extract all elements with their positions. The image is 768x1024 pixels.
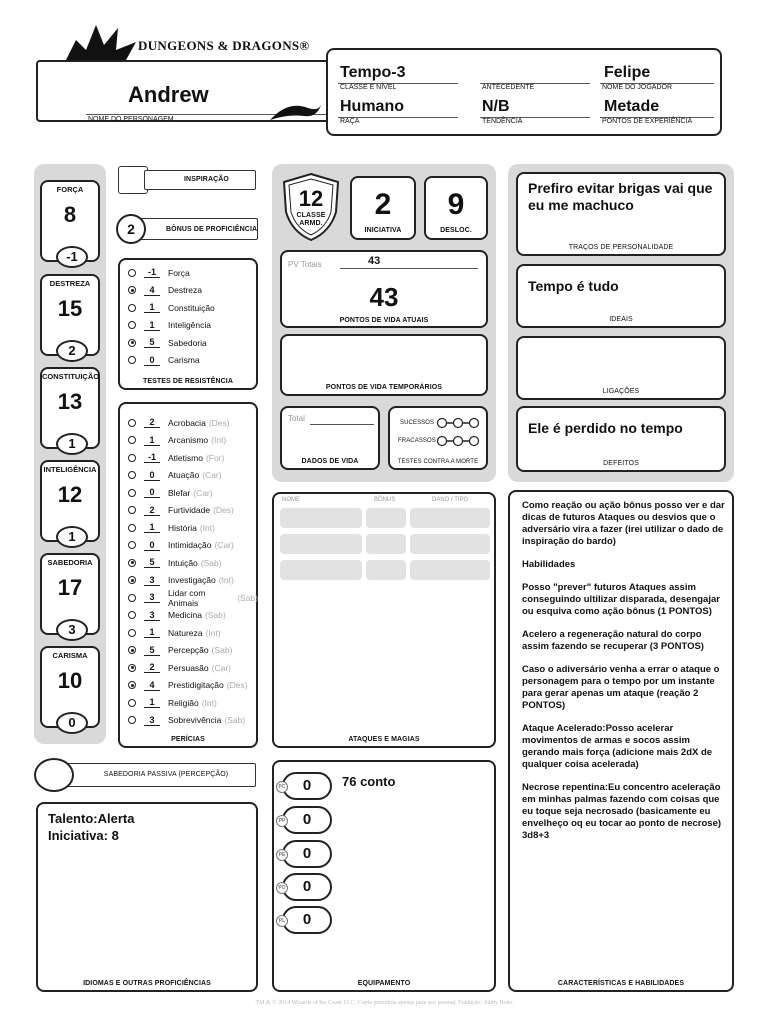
skills-list bbox=[128, 414, 258, 729]
coin-value: 0 bbox=[302, 777, 312, 794]
saving-throw-row[interactable]: -1 Força bbox=[128, 264, 254, 282]
passive-wisdom bbox=[34, 758, 258, 792]
ideals-text[interactable]: Tempo é tudo bbox=[528, 278, 619, 294]
feature-paragraph: Caso o adiversário venha a errar o ataque o personagem para o tempo por um instante para gerar apenas um ataque (reação 2 PONTOS) bbox=[522, 664, 720, 711]
death-success-label: SUCESSOS bbox=[400, 420, 435, 426]
experience-points-label: PONTOS DE EXPERIÊNCIA bbox=[602, 118, 693, 125]
race[interactable]: Humano bbox=[340, 98, 404, 115]
ability-constitution bbox=[40, 367, 100, 449]
skill-row[interactable]: 3 Investigação (Int) bbox=[128, 572, 258, 590]
ability-dexterity bbox=[40, 274, 100, 356]
passive-wisdom-label: SABEDORIA PASSIVA (PERCEPÇÃO) bbox=[103, 771, 229, 778]
ability-wisdom bbox=[40, 553, 100, 635]
feature-paragraph: Posso "prever" futuros Ataques assim conseguindo ultilizar disparada, desengajar ou esquiva como ação bônus (1 PONTOS) bbox=[522, 582, 720, 617]
hp-max-value[interactable]: 43 bbox=[368, 255, 381, 267]
flaws-text[interactable]: Ele é perdido no tempo bbox=[528, 420, 683, 436]
equipment-text[interactable]: 76 conto bbox=[342, 774, 396, 789]
skill-row[interactable]: 0 Blefar (Car) bbox=[128, 484, 258, 502]
proficiency-dot[interactable] bbox=[128, 356, 136, 364]
hp-current-label: PONTOS DE VIDA ATUAIS bbox=[339, 317, 429, 324]
alignment-label: TENDÊNCIA bbox=[482, 118, 523, 125]
ability-name: SABEDORIA bbox=[47, 558, 93, 567]
attack-damage-cell[interactable] bbox=[410, 560, 490, 580]
footer-copyright: TM & © 2014 Wizards of the Coast LLC. Cópia permitida apenas para uso pessoal. Tradução: Johny Bobo bbox=[255, 1000, 513, 1006]
features-title: CARACTERÍSTICAS E HABILIDADES bbox=[557, 980, 685, 987]
attack-name-cell[interactable] bbox=[280, 508, 362, 528]
ability-score[interactable]: 8 bbox=[63, 202, 77, 227]
attacks-box bbox=[272, 492, 496, 748]
coin-silver[interactable]: PP 0 bbox=[282, 806, 332, 834]
ability-name: DESTREZA bbox=[49, 279, 91, 288]
ability-name: CARISMA bbox=[52, 651, 88, 660]
proficiency-dot[interactable] bbox=[128, 286, 136, 294]
speed-label: DESLOC. bbox=[440, 227, 472, 234]
inspiration-label: INSPIRAÇÃO bbox=[184, 176, 229, 183]
proficiency-line[interactable]: Iniciativa: 8 bbox=[48, 828, 119, 843]
proficiency-bonus-label: BÔNUS DE PROFICIÊNCIA bbox=[166, 226, 258, 233]
ability-modifier: -1 bbox=[56, 246, 88, 268]
speed-box bbox=[424, 176, 488, 240]
features-content[interactable] bbox=[522, 500, 730, 853]
ability-modifier: 0 bbox=[56, 712, 88, 734]
feature-paragraph: Ataque Acelerado:Posso acelerar movimentos de armas e socos assim gerando mais força (adicione mais 2dX de qualquer coisa acelerada) bbox=[522, 723, 713, 770]
ability-score[interactable]: 12 bbox=[57, 482, 83, 507]
skill-row[interactable]: 1 Natureza (Int) bbox=[128, 624, 258, 642]
skill-row[interactable]: 1 Religião (Int) bbox=[128, 694, 258, 712]
ability-modifier: 1 bbox=[56, 433, 88, 455]
coin-value: 0 bbox=[302, 911, 312, 928]
brand-logo: DUNGEONS & DRAGONS® bbox=[138, 38, 310, 53]
saving-throws-box bbox=[118, 258, 258, 390]
equipment-title: EQUIPAMENTO bbox=[357, 980, 411, 987]
attacks-col-name: NOME bbox=[282, 497, 300, 503]
feature-paragraph: Como reação ou ação bônus posso ver e dar dicas de futuros Ataques ou desvios que o adversário vira a fazer (irei utilizar o dado de inspiração do bardo) bbox=[522, 500, 725, 547]
death-success-circles-icon[interactable] bbox=[436, 417, 480, 429]
feature-paragraph: Acelero a regeneração natural do corpo assim fazendo se recuperar (3 PONTOS) bbox=[522, 629, 704, 652]
skill-row[interactable]: 5 Percepção (Sab) bbox=[128, 642, 258, 660]
personality-text[interactable]: Prefiro evitar brigas vai que eu me machuco bbox=[528, 180, 713, 213]
death-saves-label: TESTES CONTRA A MORTE bbox=[397, 459, 479, 465]
attack-damage-cell[interactable] bbox=[410, 508, 490, 528]
coin-platinum[interactable]: PL 0 bbox=[282, 906, 332, 934]
hp-max-label: PV Totais bbox=[288, 260, 322, 269]
temp-hp-label: PONTOS DE VIDA TEMPORÁRIOS bbox=[325, 384, 443, 391]
flaws-label: DEFEITOS bbox=[603, 460, 639, 467]
proficiency-dot[interactable] bbox=[128, 339, 136, 347]
ability-modifier: 3 bbox=[56, 619, 88, 641]
skills-title: PERÍCIAS bbox=[171, 736, 205, 743]
attack-bonus-cell[interactable] bbox=[366, 508, 406, 528]
armor-class-label: CLASSE ARMD. bbox=[296, 212, 326, 227]
proficiency-dot[interactable] bbox=[128, 321, 136, 329]
ability-modifier: 2 bbox=[56, 340, 88, 362]
ability-score[interactable]: 17 bbox=[57, 575, 83, 600]
feature-paragraph: Necrose repentina:Eu concentro aceleração em minhas palmas fazendo com coisas que eu toque seja necrosado (basicamente eu envelheço oq eu tocar ao ponto de necrose) 3d8+3 bbox=[522, 782, 722, 841]
coin-gold[interactable]: PO 0 bbox=[282, 873, 332, 901]
proficiency-bonus-value[interactable]: 2 bbox=[116, 214, 146, 244]
speed-value[interactable]: 9 bbox=[447, 188, 465, 221]
skill-row[interactable]: 1 História (Int) bbox=[128, 519, 258, 537]
initiative-value[interactable]: 2 bbox=[374, 188, 392, 221]
bonds-box bbox=[516, 336, 726, 400]
proficiencies-box bbox=[36, 802, 258, 992]
personality-box bbox=[516, 172, 726, 256]
death-saves-box bbox=[388, 406, 488, 470]
skill-row[interactable]: 0 Atuação (Car) bbox=[128, 467, 258, 485]
death-fail-circles-icon[interactable] bbox=[436, 435, 480, 447]
proficiency-dot[interactable] bbox=[128, 304, 136, 312]
attack-damage-cell[interactable] bbox=[410, 534, 490, 554]
skill-row[interactable]: 2 Furtividade (Des) bbox=[128, 502, 258, 520]
coin-value: 0 bbox=[302, 811, 312, 828]
proficiency-bonus bbox=[116, 214, 258, 244]
coin-copper[interactable]: PC 0 bbox=[282, 772, 332, 800]
saving-throws-list bbox=[128, 264, 254, 369]
character-name-label: NOME DO PERSONAGEM bbox=[88, 116, 174, 123]
skills-box bbox=[118, 402, 258, 748]
attack-bonus-cell[interactable] bbox=[366, 534, 406, 554]
temp-hp-box bbox=[280, 334, 488, 396]
saving-throw-row[interactable]: 4 Destreza bbox=[128, 282, 254, 300]
bonds-label: LIGAÇÕES bbox=[602, 388, 640, 395]
flaws-box bbox=[516, 406, 726, 472]
ability-intelligence bbox=[40, 460, 100, 542]
attack-name-cell[interactable] bbox=[280, 560, 362, 580]
coin-electrum[interactable]: PE 0 bbox=[282, 840, 332, 868]
class-level-label: CLASSE E NÍVEL bbox=[340, 84, 397, 91]
saving-throw-row[interactable]: 5 Sabedoria bbox=[128, 334, 254, 352]
class-level[interactable]: Tempo-3 bbox=[340, 64, 406, 81]
skill-row[interactable]: 1 Arcanismo (Int) bbox=[128, 432, 258, 450]
hp-current-value[interactable]: 43 bbox=[369, 282, 399, 312]
coin-value: 0 bbox=[302, 845, 312, 862]
background-label: ANTECEDENTE bbox=[482, 84, 535, 91]
passive-wisdom-value[interactable] bbox=[34, 758, 74, 792]
ability-charisma bbox=[40, 646, 100, 728]
skill-row[interactable]: 3 Sobrevivência (Sab) bbox=[128, 712, 258, 730]
skill-row[interactable]: 4 Prestidigitação (Des) bbox=[128, 677, 258, 695]
ability-score[interactable]: 10 bbox=[57, 668, 83, 693]
skill-row[interactable]: 3 Lidar com Animais (Sab) bbox=[128, 589, 258, 607]
player-name[interactable]: Felipe bbox=[604, 64, 651, 81]
ideals-box bbox=[516, 264, 726, 328]
skill-row[interactable]: 3 Medicina (Sab) bbox=[128, 607, 258, 625]
attack-bonus-cell[interactable] bbox=[366, 560, 406, 580]
saving-throw-row[interactable]: 1 Inteligência bbox=[128, 317, 254, 335]
proficiency-dot[interactable] bbox=[128, 269, 136, 277]
hit-dice-box bbox=[280, 406, 380, 470]
player-name-label: NOME DO JOGADOR bbox=[602, 84, 673, 91]
hit-dice-label: DADOS DE VIDA bbox=[301, 458, 359, 465]
skill-row[interactable]: 2 Persuasão (Car) bbox=[128, 659, 258, 677]
personality-label: TRAÇOS DE PERSONALIDADE bbox=[568, 244, 674, 251]
header-info-box bbox=[326, 48, 722, 136]
attacks-col-bonus: BÔNUS bbox=[374, 497, 396, 503]
header bbox=[0, 0, 768, 150]
saving-throws-title: TESTES DE RESISTÊNCIA bbox=[142, 378, 233, 385]
experience-points[interactable]: Metade bbox=[604, 98, 660, 115]
armor-class bbox=[280, 172, 342, 242]
ability-score[interactable]: 13 bbox=[57, 389, 83, 414]
hit-points-box bbox=[280, 250, 488, 328]
ability-name: INTELIGÊNCIA bbox=[43, 465, 97, 474]
character-name[interactable]: Andrew bbox=[128, 82, 209, 107]
attack-name-cell[interactable] bbox=[280, 534, 362, 554]
tail-decoration-icon bbox=[268, 96, 324, 126]
ideals-label: IDEAIS bbox=[609, 316, 633, 323]
alignment[interactable]: N/B bbox=[482, 98, 510, 115]
hit-dice-total-label: Total bbox=[288, 414, 305, 423]
proficiencies-title: IDIOMAS E OUTRAS PROFICIÊNCIAS bbox=[83, 980, 211, 987]
death-fail-label: FRACASSOS bbox=[398, 438, 436, 444]
features-box bbox=[508, 490, 734, 992]
initiative-box bbox=[350, 176, 416, 240]
initiative-label: INICIATIVA bbox=[364, 227, 402, 234]
race-label: RAÇA bbox=[340, 118, 360, 125]
saving-throw-row[interactable]: 1 Constituição bbox=[128, 299, 254, 317]
ability-score[interactable]: 15 bbox=[57, 296, 83, 321]
inspiration bbox=[118, 166, 258, 194]
coin-value: 0 bbox=[302, 878, 312, 895]
skill-row[interactable]: 2 Acrobacia (Des) bbox=[128, 414, 258, 432]
proficiency-line[interactable]: Talento:Alerta bbox=[48, 811, 135, 826]
attacks-title: ATAQUES E MAGIAS bbox=[348, 736, 420, 743]
ability-name: CONSTITUIÇÃO bbox=[42, 372, 100, 381]
attacks-col-damage: DANO / TIPO bbox=[432, 497, 469, 503]
skill-row[interactable]: 0 Intimidação (Car) bbox=[128, 537, 258, 555]
ability-modifier: 1 bbox=[56, 526, 88, 548]
feature-paragraph: Habilidades bbox=[522, 559, 576, 570]
ability-strength bbox=[40, 180, 100, 262]
skill-row[interactable]: -1 Atletismo (For) bbox=[128, 449, 258, 467]
armor-class-value[interactable]: 12 bbox=[298, 186, 324, 211]
ability-name: FORÇA bbox=[56, 185, 84, 194]
skill-row[interactable]: 5 Intuição (Sab) bbox=[128, 554, 258, 572]
saving-throw-row[interactable]: 0 Carisma bbox=[128, 352, 254, 370]
